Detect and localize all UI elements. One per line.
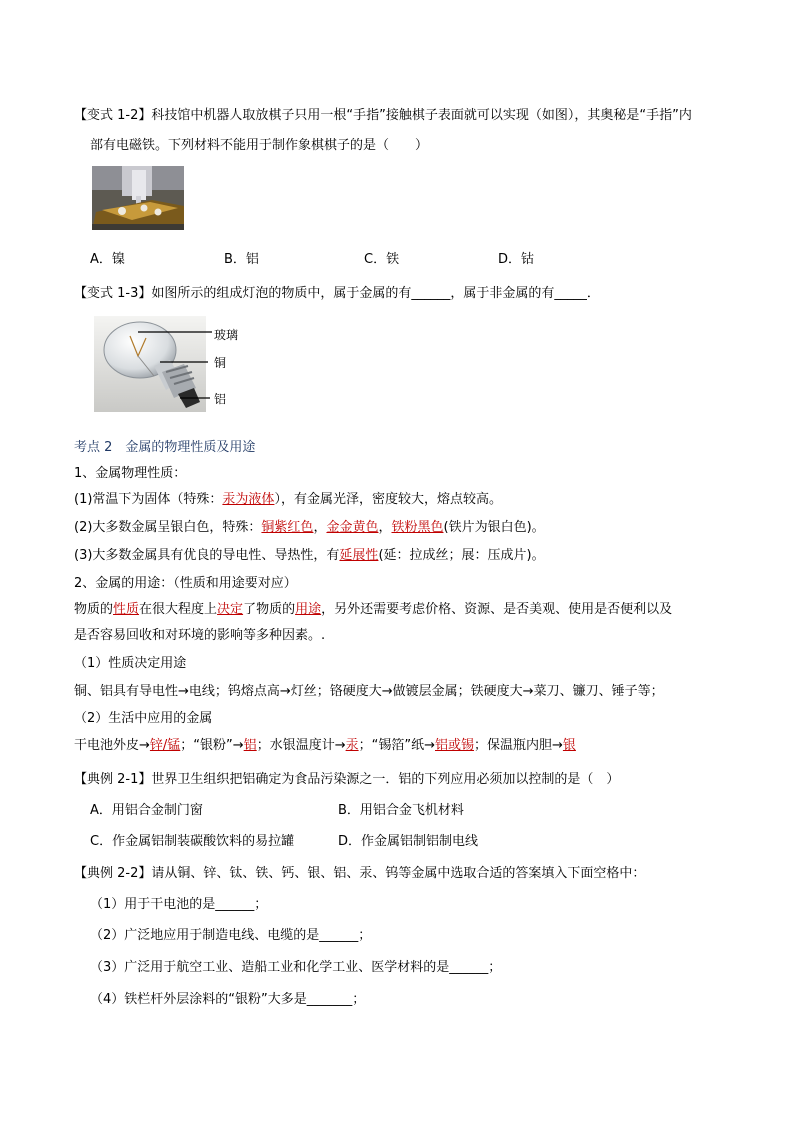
ans-ag: 银 [562,738,576,753]
q12-text-1: 科技馆中机器人取放棋子只用一根“手指”接触棋子表面就可以实现（如图），其奥秘是“手指”内 [151,108,692,123]
p1-line2 [74,516,545,535]
q21-option-c[interactable]: C．作金属铝制装碳酸饮料的易拉罐 [90,834,295,849]
ans-zn-mn: 锌/锰 [149,738,181,753]
p1-line3 [74,544,545,563]
kw-determine: 决定 [217,602,244,617]
sub1-text: 铜、铝具有导电性→电线；钨熔点高→灯丝；铬硬度大→做镀层金属；铁硬度大→菜刀、镰刀、锤子等； [74,684,664,699]
p1-2a: (2)大多数金属呈银白色，特殊： [74,520,262,535]
label-aluminum: 铝 [214,392,227,406]
ductility: 延展性 [339,548,379,563]
q22-item-4: （4）铁栏杆外层涂料的“银粉”大多是_______； [90,992,366,1007]
fe-powder-color: 铁粉黑色 [391,520,444,535]
p1-1c: ），有金属光泽，密度较大，熔点较高。 [274,492,502,507]
hg-liquid: 汞为液体 [222,492,275,507]
sub2-c: ；“银粉”→ [180,738,244,753]
label-glass: 玻璃 [214,328,239,342]
p1-2c: ， [313,520,327,535]
q22-text: 请从铜、锌、钛、铁、钙、银、铝、汞、钨等金属中选取合适的答案填入下面空格中： [151,866,646,881]
q22-item-2: （2）广泛地应用于制造电线、电缆的是______； [90,928,372,943]
kw-property: 性质 [113,602,140,617]
q12-tag: 【变式 1-2】 [74,108,152,123]
q21-line [74,768,619,787]
p1-2e: ， [378,520,392,535]
p1-line1 [74,488,502,507]
q22-item-1: （1）用于干电池的是______； [90,897,268,912]
q21-option-b[interactable]: B．用铝合金飞机材料 [338,803,464,818]
p2-line2: 是否容易回收和对环境的影响等多种因素。. [74,628,326,643]
p2-line1 [74,598,672,617]
p1-2g: (铁片为银白色)。 [443,520,545,535]
q13-tag: 【变式 1-3】 [74,286,152,301]
q12-option-a[interactable]: A．镍 [90,252,125,267]
q12-option-d[interactable]: D．钴 [498,252,535,267]
p2-1e: 了物质的 [243,602,296,617]
p1-3a: (3)大多数金属具有优良的导电性、导热性，有 [74,548,340,563]
q22-tag: 【典例 2-2】 [74,866,152,881]
q13-text: 如图所示的组成灯泡的物质中，属于金属的有______，属于非金属的有_____． [151,286,600,301]
p1-1a: (1)常温下为固体（特殊： [74,492,223,507]
ans-hg: 汞 [345,738,359,753]
q12-option-b[interactable]: B．铝 [224,252,259,267]
sub2-g: ；“锡箔”纸→ [358,738,435,753]
ans-al: 铝 [243,738,257,753]
q12-option-c[interactable]: C．铁 [364,252,400,267]
p2-1a: 物质的 [74,602,114,617]
sub2-text [74,734,576,753]
q13-line [74,282,600,301]
p2-title: 2、金属的用途：（性质和用途要对应） [74,576,297,591]
cu-color: 铜紫红色 [261,520,314,535]
sub1-title: （1）性质决定用途 [74,656,187,671]
q21-tag: 【典例 2-1】 [74,772,152,787]
q21-text: 世界卫生组织把铝确定为食品污染源之一．铝的下列应用必须加以控制的是（ ） [151,772,620,787]
q22-item-3: （3）广泛用于航空工业、造船工业和化学工业、医学材料的是______； [90,960,502,975]
q21-option-a[interactable]: A．用铝合金制门窗 [90,803,203,818]
q12-line1 [74,104,692,123]
bulb-leader-lines [120,320,216,404]
sub2-e: ；水银温度计→ [256,738,346,753]
q12-line2: 部有电磁铁。下列材料不能用于制作象棋棋子的是（ ） [90,138,429,153]
p1-title: 1、金属物理性质： [74,466,187,481]
section-title: 考点 2 金属的物理性质及用途 [74,440,256,455]
au-color: 金金黄色 [326,520,379,535]
q21-option-d[interactable]: D．作金属铝制铝制电线 [338,834,479,849]
sub2-title: （2）生活中应用的金属 [74,711,213,726]
sub2-a: 干电池外皮→ [74,738,150,753]
kw-use: 用途 [295,602,322,617]
p2-1c: 在很大程度上 [139,602,218,617]
sub2-i: ；保温瓶内胆→ [474,738,563,753]
label-copper: 铜 [214,356,227,370]
ans-al-sn: 铝或锡 [434,738,474,753]
q22-line [74,862,645,881]
p2-1g: ，另外还需要考虑价格、资源、是否美观、使用是否便利以及 [321,602,673,617]
robot-photo [92,166,184,230]
robot-photo-image [92,166,184,230]
p1-3c: (延：拉成丝；展：压成片)。 [378,548,545,563]
